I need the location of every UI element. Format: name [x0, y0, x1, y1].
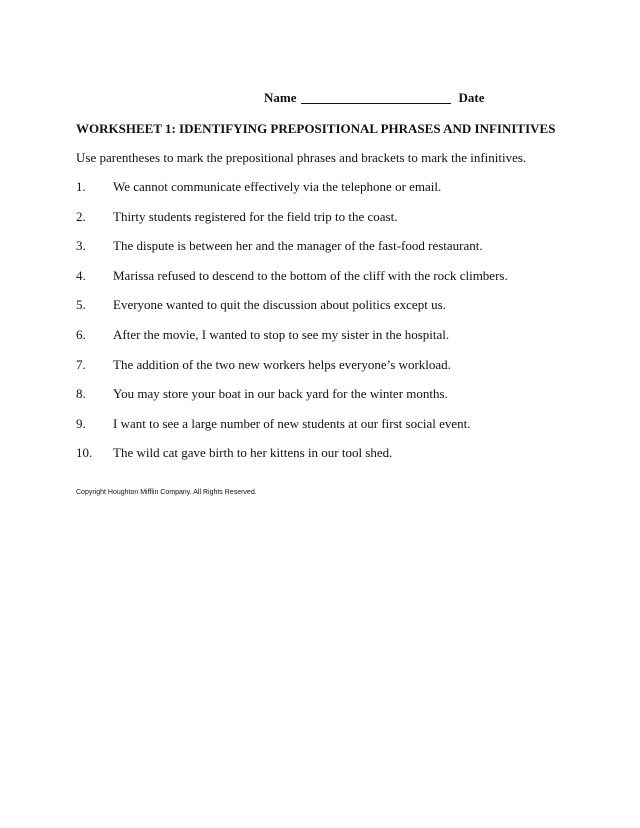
item-number: 8.	[76, 386, 86, 402]
exercise-item	[76, 179, 508, 209]
exercise-item	[76, 327, 508, 357]
item-number: 7.	[76, 356, 86, 372]
item-sentence: The wild cat gave birth to her kittens in our tool shed.	[113, 445, 393, 461]
name-blank-line	[301, 102, 451, 104]
item-number: 6.	[76, 326, 86, 342]
item-number: 9.	[76, 415, 86, 431]
item-sentence: Thirty students registered for the field trip to the coast.	[113, 208, 398, 224]
exercise-item	[76, 357, 508, 387]
exercise-item	[76, 386, 508, 416]
date-label: Date	[458, 90, 485, 105]
item-number: 2.	[76, 208, 86, 224]
name-date-header	[264, 90, 485, 106]
item-sentence: The dispute is between her and the manager of the fast-food restaurant.	[113, 238, 483, 254]
item-sentence: Everyone wanted to quit the discussion about politics except us.	[113, 297, 446, 313]
item-sentence: You may store your boat in our back yard for the winter months.	[113, 386, 448, 402]
item-number: 4.	[76, 267, 86, 283]
copyright-notice: Copyright Houghton Mifflin Company. All Rights Reserved.	[76, 489, 257, 496]
item-number: 10.	[76, 445, 93, 461]
item-sentence: We cannot communicate effectively via the telephone or email.	[113, 179, 442, 194]
item-sentence: After the movie, I wanted to stop to see my sister in the hospital.	[113, 326, 450, 342]
item-sentence: Marissa refused to descend to the bottom of the cliff with the rock climbers.	[113, 267, 508, 283]
item-sentence: The addition of the two new workers helps everyone’s workload.	[113, 356, 451, 372]
name-label: Name	[264, 90, 297, 105]
worksheet-title: WORKSHEET 1: IDENTIFYING PREPOSITIONAL PHRASES AND INFINITIVES	[76, 121, 556, 136]
item-number: 5.	[76, 297, 86, 313]
exercise-item	[76, 209, 508, 239]
exercise-item	[76, 268, 508, 298]
exercise-item	[76, 416, 508, 446]
exercise-item	[76, 445, 508, 475]
exercise-item	[76, 238, 508, 268]
item-number: 3.	[76, 238, 86, 254]
item-sentence: I want to see a large number of new students at our first social event.	[113, 415, 471, 431]
item-number: 1.	[76, 179, 86, 194]
exercise-list	[76, 179, 508, 475]
exercise-item	[76, 297, 508, 327]
instructions-text: Use parentheses to mark the prepositional phrases and brackets to mark the infinitives.	[76, 150, 527, 165]
